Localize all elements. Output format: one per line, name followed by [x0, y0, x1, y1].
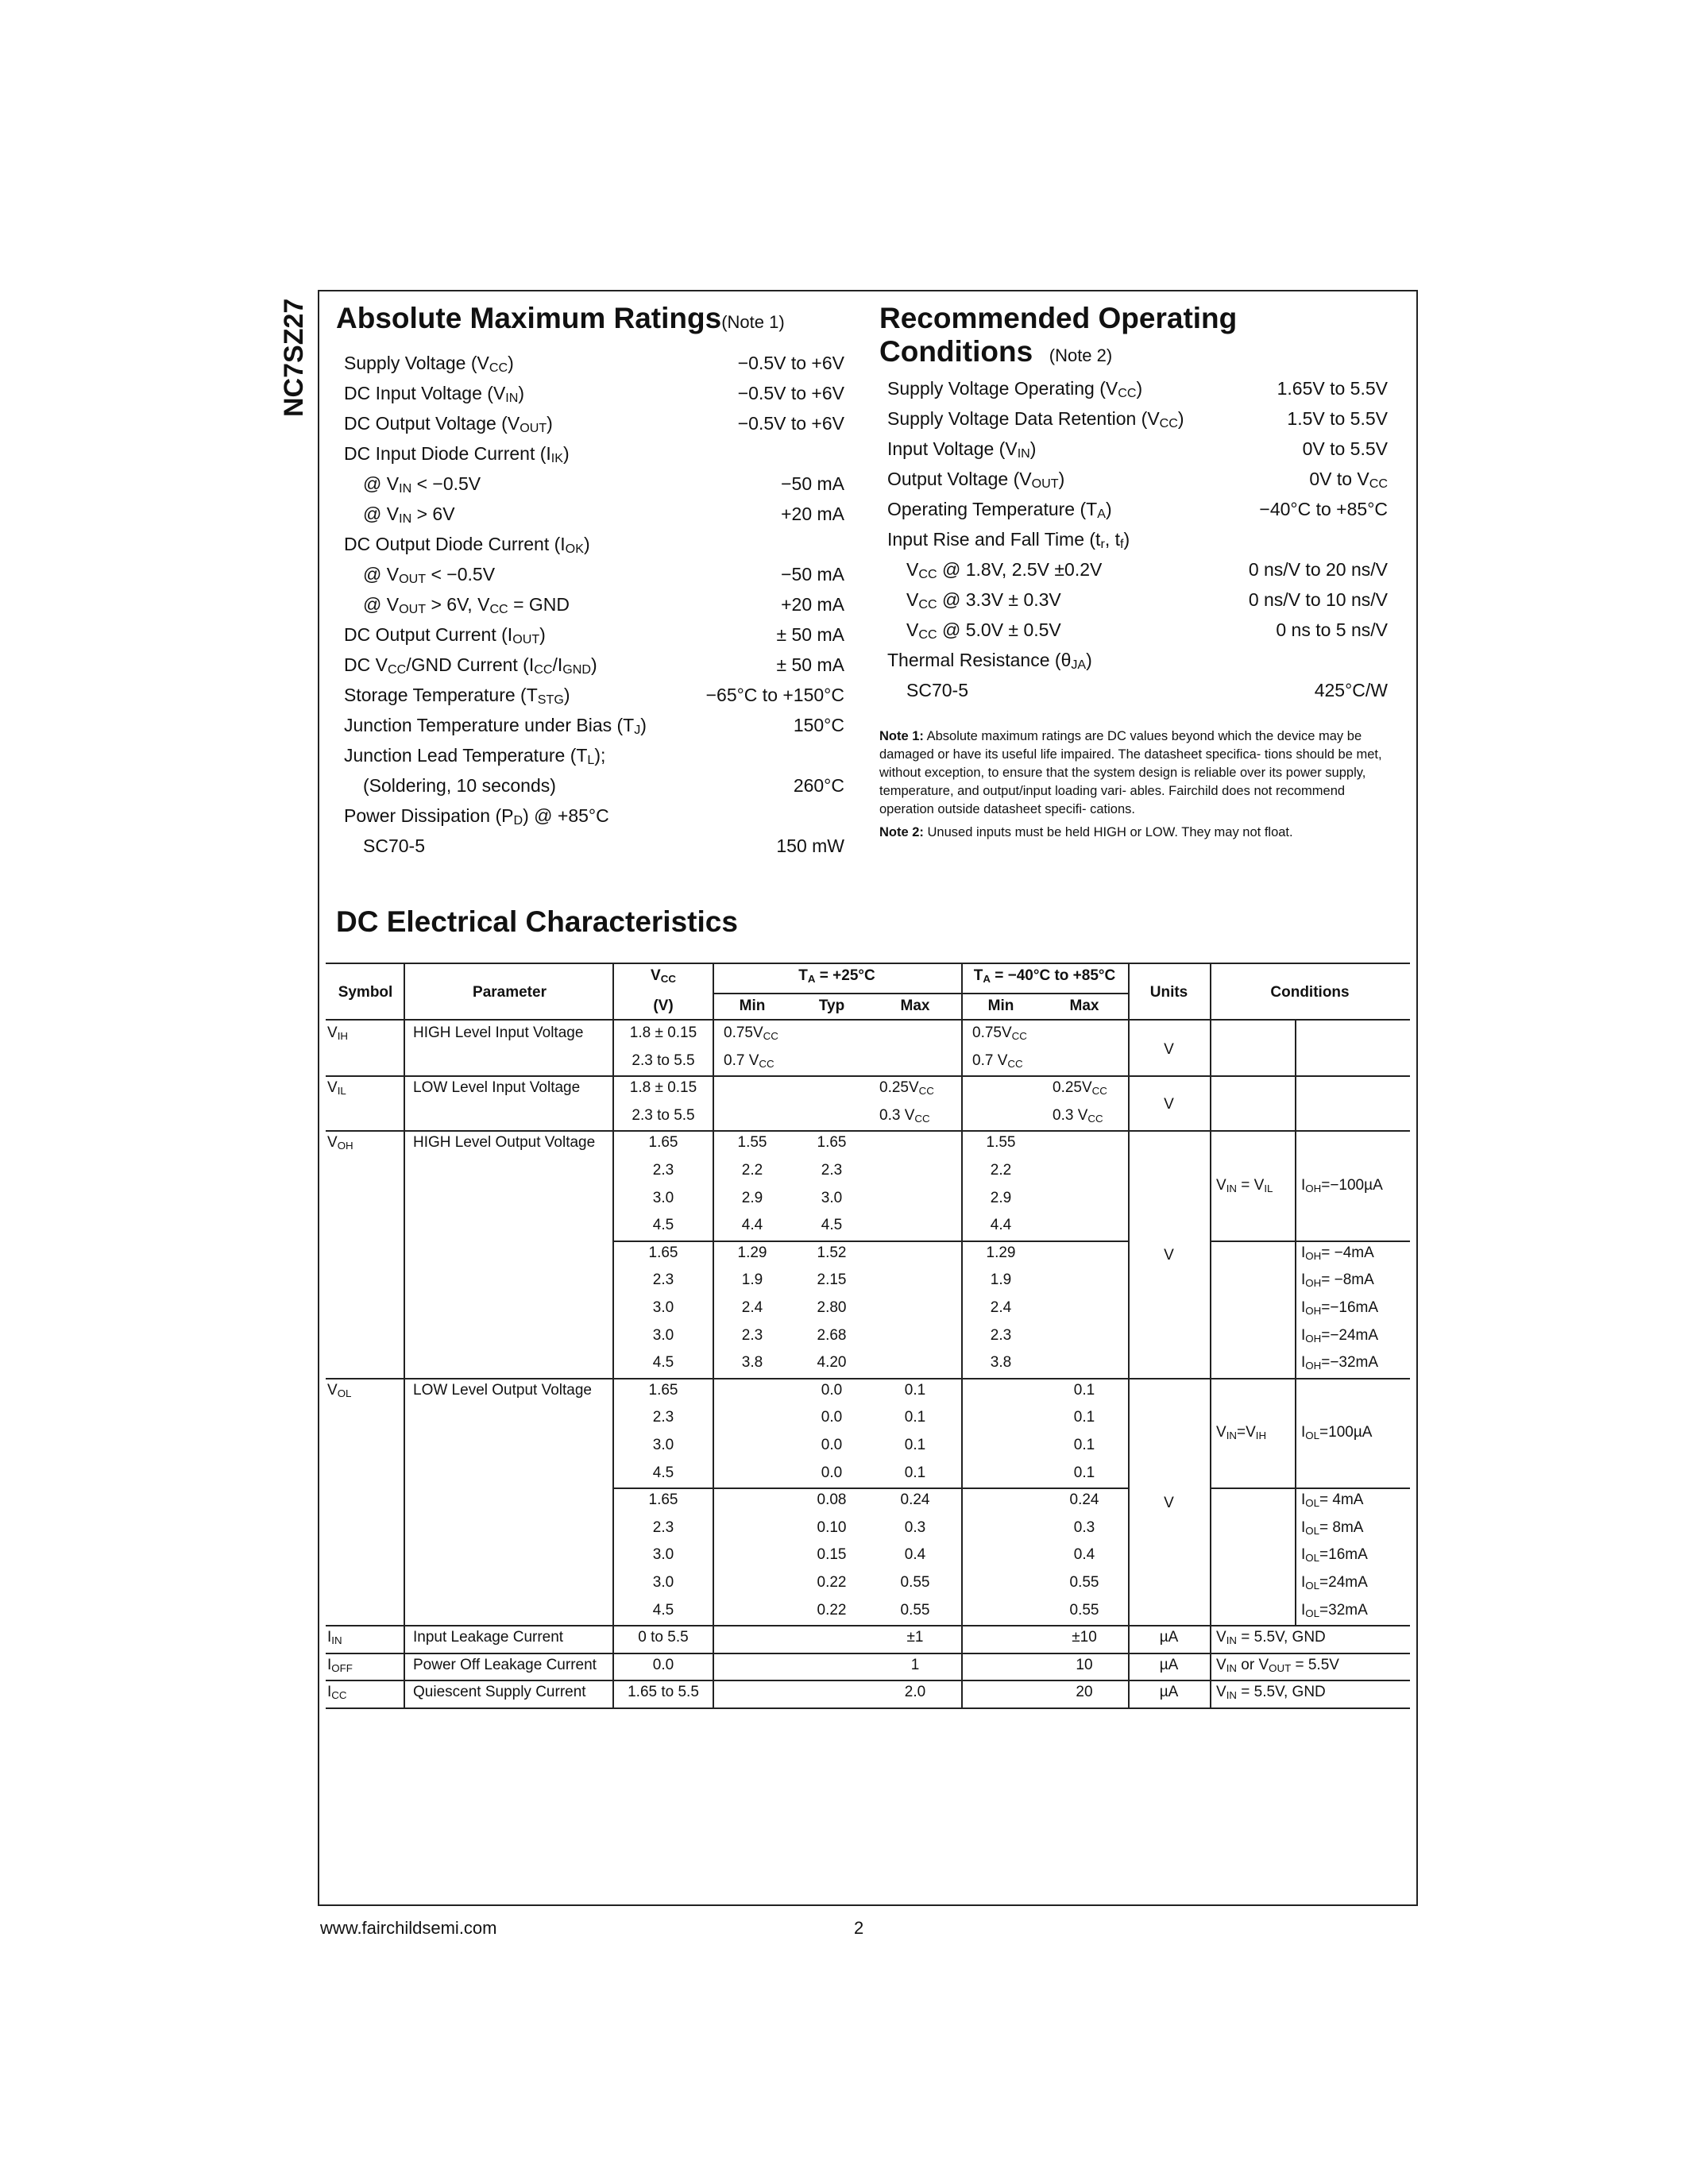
cell-typ: 1.65	[817, 1134, 847, 1152]
cell-min: $0.75V_{CC}$	[724, 1024, 778, 1042]
rec-op-value: 0V to 5.5V	[1302, 438, 1388, 459]
cell-min: 3.8	[741, 1354, 763, 1372]
abs-max-label: @ $V_{IN} < -0.5V$	[363, 473, 481, 496]
cell-min2: 2.3	[990, 1326, 1012, 1344]
abs-max-value: ± 50 mA	[776, 624, 844, 645]
table-rule	[1210, 1241, 1410, 1242]
table-col-rule	[961, 1019, 963, 1707]
rec-op-label: $V_{CC}$ @ 5.0V ± 0.5V	[906, 619, 1061, 642]
cell-units: V	[1164, 1040, 1174, 1058]
abs-max-label: Power Dissipation $(P_D)$ @ +85°C	[344, 805, 609, 828]
cell-vcc: 2.3	[652, 1162, 674, 1179]
rec-op-label: Output Voltage $(V_{OUT})$	[887, 469, 1065, 491]
cell-max2: 0.3	[1073, 1518, 1095, 1536]
table-col-rule	[1295, 1019, 1296, 1625]
abs-max-label: DC Input Diode Current $(I_{IK})$	[344, 443, 570, 465]
cell-condition-2: $I_{OL}=24mA$	[1301, 1574, 1368, 1592]
cell-parameter: Quiescent Supply Current	[413, 1684, 586, 1701]
cell-min2: 3.8	[990, 1354, 1012, 1372]
table-rule	[1210, 1488, 1410, 1489]
cell-min: 1.55	[737, 1134, 767, 1152]
cell-vcc: 3.0	[652, 1574, 674, 1591]
cell-parameter: Power Off Leakage Current	[413, 1656, 597, 1673]
abs-max-value: 150 mW	[776, 835, 844, 856]
rec-op-label: Operating Temperature $(T_A)$	[887, 499, 1112, 521]
abs-max-row	[336, 348, 844, 378]
cell-symbol: $V_{IH}$	[327, 1024, 348, 1042]
cell-max2: $0.25V_{CC}$	[1053, 1079, 1107, 1098]
cell-vcc: 3.0	[652, 1326, 674, 1344]
cell-max: 0.4	[904, 1546, 926, 1564]
header-min2: Min	[987, 997, 1014, 1014]
table-rule	[612, 1241, 1128, 1242]
abs-max-label: DC Output Voltage $(V_{OUT})$	[344, 413, 553, 435]
cell-vcc: 1.8 ± 0.15	[629, 1024, 697, 1041]
abs-max-label: Junction Temperature under Bias $(T_J)$	[344, 715, 647, 737]
rec-op-label: Input Voltage $(V_{IN})$	[887, 438, 1037, 461]
header-symbol: Symbol	[338, 984, 393, 1001]
rec-op-row	[879, 645, 1388, 675]
cell-max: 1	[910, 1656, 920, 1673]
cell-vcc: 3.0	[652, 1546, 674, 1564]
cell-symbol: $V_{OL}$	[327, 1381, 352, 1399]
cell-typ: 2.3	[821, 1162, 843, 1179]
cell-vcc: 4.5	[652, 1217, 674, 1234]
cell-min2: 2.4	[990, 1299, 1012, 1316]
rec-op-label: SC70-5	[906, 680, 968, 700]
abs-max-value: −0.5V to +6V	[737, 353, 844, 373]
cell-min2: 1.55	[986, 1134, 1016, 1152]
cell-min2: 2.2	[990, 1162, 1012, 1179]
rec-op-label: Supply Voltage Data Retention $(V_{CC})$	[887, 408, 1184, 430]
cell-condition-2: $I_{OL}=32mA$	[1301, 1601, 1368, 1619]
cell-min: 1.29	[737, 1244, 767, 1261]
cell-units: V	[1164, 1095, 1174, 1113]
abs-max-label: Junction Lead Temperature $(T_L)$;	[344, 745, 606, 767]
abs-max-row	[336, 831, 844, 861]
cell-max2: 0.24	[1069, 1491, 1099, 1509]
table-rule	[612, 1488, 1128, 1489]
cell-max: 0.1	[904, 1437, 926, 1453]
cell-vcc: 4.5	[652, 1354, 674, 1372]
cell-vcc: 2.3	[652, 1518, 674, 1536]
cell-min2: 4.4	[990, 1217, 1012, 1234]
abs-max-section	[336, 302, 844, 861]
cell-condition: $V_{IN} = 5.5V$, GND	[1216, 1684, 1326, 1702]
cell-min: 0.7 $V_{CC}$	[724, 1051, 774, 1070]
cell-min2: $0.75V_{CC}$	[972, 1024, 1027, 1042]
abs-max-row	[336, 499, 844, 529]
cell-max2: 0.1	[1073, 1464, 1095, 1481]
cell-vcc: 3.0	[652, 1437, 674, 1453]
notes	[879, 727, 1388, 842]
table-col-rule	[612, 1019, 614, 1707]
page-number: 2	[854, 1918, 864, 1938]
cell-parameter: Input Leakage Current	[413, 1629, 564, 1646]
cell-units: µA	[1159, 1656, 1179, 1673]
abs-max-row	[336, 378, 844, 408]
table-rule	[326, 1019, 1410, 1021]
cell-max: 0.24	[900, 1491, 930, 1509]
abs-max-row	[336, 559, 844, 589]
abs-max-row	[336, 469, 844, 499]
abs-max-label: SC70-5	[363, 835, 425, 856]
rec-op-label: Supply Voltage Operating $(V_{CC})$	[887, 378, 1143, 400]
side-title-text: NC7SZ27	[279, 298, 309, 417]
abs-max-title: Absolute Maximum Ratings(Note 1)	[336, 302, 785, 334]
cell-min: 2.4	[741, 1299, 763, 1316]
abs-max-row	[336, 801, 844, 831]
abs-max-label: Supply Voltage $(V_{CC})$	[344, 353, 514, 375]
abs-max-label: DC Input Voltage $(V_{IN})$	[344, 383, 525, 405]
cell-vcc: 3.0	[652, 1189, 674, 1206]
abs-max-value: ± 50 mA	[776, 654, 844, 675]
cell-max: 0.55	[900, 1601, 930, 1619]
table-col-rule	[713, 1019, 714, 1707]
cell-max2: 0.1	[1073, 1409, 1095, 1426]
cell-vcc: 2.3	[652, 1409, 674, 1426]
cell-vcc: 0.0	[652, 1656, 674, 1673]
header-max2: Max	[1069, 997, 1099, 1014]
table-rule	[326, 1130, 1410, 1132]
rec-op-label: $V_{CC}$ @ 3.3V ± 0.3V	[906, 589, 1061, 612]
cell-max2: 10	[1076, 1656, 1093, 1673]
cell-vcc: 4.5	[652, 1464, 674, 1481]
header-typ: Typ	[818, 997, 845, 1014]
cell-min2: 2.9	[990, 1189, 1012, 1206]
cell-condition-2: $I_{OH}= -4mA$	[1301, 1244, 1374, 1262]
abs-max-row	[336, 680, 844, 710]
cell-typ: 0.0	[821, 1464, 843, 1481]
abs-max-row	[336, 770, 844, 801]
cell-symbol: $I_{CC}$	[327, 1684, 347, 1702]
rec-op-title: Recommended Operating Conditions (Note 2)	[879, 302, 1238, 368]
cell-condition-2: $I_{OH}=-16mA$	[1301, 1299, 1379, 1317]
table-col-rule	[1128, 1019, 1130, 1707]
table-col-rule	[1210, 1019, 1211, 1707]
abs-max-row	[336, 529, 844, 559]
cell-vcc: 3.0	[652, 1299, 674, 1316]
cell-units: µA	[1159, 1629, 1179, 1646]
rec-op-label: Thermal Resistance $(\theta_{JA})$	[887, 650, 1092, 672]
cell-typ: 4.20	[817, 1354, 847, 1372]
cell-parameter: HIGH Level Input Voltage	[413, 1024, 584, 1041]
abs-max-row	[336, 438, 844, 469]
table-rule	[326, 1707, 1410, 1709]
cell-max: 0.1	[904, 1409, 926, 1426]
cell-vcc: 4.5	[652, 1601, 674, 1619]
cell-max2: 0.1	[1073, 1381, 1095, 1399]
cell-max2: 0.3 $V_{CC}$	[1053, 1106, 1103, 1125]
rec-op-row	[879, 494, 1388, 524]
cell-condition-2: $I_{OH}= -8mA$	[1301, 1271, 1374, 1290]
rec-op-value: 1.65V to 5.5V	[1277, 378, 1388, 399]
cell-typ: 3.0	[821, 1189, 843, 1206]
cell-vcc: 1.65	[648, 1491, 678, 1509]
cell-min: 1.9	[741, 1271, 763, 1289]
table-col-rule	[612, 963, 614, 1019]
abs-max-label: @ $V_{OUT} < -0.5V$	[363, 564, 496, 586]
cell-max: ±1	[906, 1629, 924, 1646]
abs-max-value: −0.5V to +6V	[737, 383, 844, 403]
cell-min2: 1.29	[986, 1244, 1016, 1261]
cell-typ: 2.80	[817, 1299, 847, 1316]
cell-condition-2: $I_{OL}= 8mA$	[1301, 1518, 1364, 1537]
cell-typ: 0.0	[821, 1381, 843, 1399]
cell-vcc: 1.65	[648, 1381, 678, 1399]
rec-op-value: −40°C to +85°C	[1259, 499, 1388, 519]
cell-max2: ±10	[1072, 1629, 1097, 1646]
cell-condition: $V_{IN} = V_{IL}$	[1216, 1176, 1273, 1194]
cell-parameter: LOW Level Input Voltage	[413, 1079, 581, 1097]
rec-op-value: 425°C/W	[1314, 680, 1388, 700]
cell-condition: $V_{IN} = 5.5V$, GND	[1216, 1629, 1326, 1647]
abs-max-value: +20 mA	[781, 594, 844, 615]
abs-max-list	[336, 348, 844, 861]
rec-op-value: 0V to $V_{CC}$	[1309, 469, 1388, 491]
abs-max-value: −0.5V to +6V	[737, 413, 844, 434]
cell-condition: $V_{IN}=V_{IH}$	[1216, 1424, 1267, 1441]
abs-max-row	[336, 650, 844, 680]
header-units: Units	[1149, 984, 1188, 1001]
abs-max-value: 150°C	[793, 715, 844, 735]
rec-op-row	[879, 464, 1388, 494]
cell-typ: 0.22	[817, 1574, 847, 1591]
rec-op-label: $V_{CC}$ @ 1.8V, 2.5V ±0.2V	[906, 559, 1103, 581]
rec-op-value: 0 ns/V to 20 ns/V	[1248, 559, 1388, 580]
cell-vcc: 0 to 5.5	[638, 1629, 689, 1646]
cell-vcc: 2.3 to 5.5	[632, 1106, 695, 1124]
abs-max-label: DC Output Current $(I_{OUT})$	[344, 624, 546, 646]
cell-symbol: $V_{OH}$	[327, 1134, 353, 1152]
note-1: Note 1: Absolute maximum ratings are DC values beyond which the device may be damaged or have its useful life impaired. The datasheet specifica- tions should be met, without exception, to ensure that the system design is reliable over its power supply, temperature, and output/input loading vari- ables. Fairchild does not recommend operation outside datasheet specifi- cations.	[879, 729, 1382, 816]
cell-max: 0.3	[904, 1518, 926, 1536]
cell-max: $0.25V_{CC}$	[879, 1079, 934, 1098]
cell-vcc: 1.65	[648, 1244, 678, 1261]
header-min: Min	[739, 997, 766, 1014]
cell-condition-2: $I_{OH}=-100\mu A$	[1301, 1176, 1383, 1194]
cell-max: 2.0	[904, 1684, 926, 1701]
table-rule	[326, 1653, 1410, 1654]
rec-op-row	[879, 585, 1388, 615]
cell-parameter: LOW Level Output Voltage	[413, 1381, 592, 1399]
cell-vcc: 1.8 ± 0.15	[629, 1079, 697, 1097]
table-rule	[326, 1680, 1410, 1681]
note-2: Note 2: Unused inputs must be held HIGH or LOW. They may not float.	[879, 825, 1293, 839]
dc-title: DC Electrical Characteristics	[336, 905, 738, 938]
cell-min2: 1.9	[990, 1271, 1012, 1289]
header-conditions: Conditions	[1270, 984, 1350, 1001]
abs-max-value: −50 mA	[781, 473, 844, 494]
cell-min: 2.9	[741, 1189, 763, 1206]
abs-max-row	[336, 740, 844, 770]
header-max: Max	[900, 997, 930, 1014]
cell-typ: 4.5	[821, 1217, 843, 1234]
header-vcc: $V_{CC}$	[651, 967, 676, 985]
table-rule	[326, 1625, 1410, 1626]
table-rule	[326, 1378, 1410, 1379]
cell-typ: 2.68	[817, 1326, 847, 1344]
cell-min: 4.4	[741, 1217, 763, 1234]
abs-max-label: (Soldering, 10 seconds)	[363, 775, 556, 796]
rec-op-value: 1.5V to 5.5V	[1287, 408, 1388, 429]
cell-units: V	[1164, 1247, 1174, 1264]
cell-max2: 0.1	[1073, 1437, 1095, 1453]
cell-vcc: 1.65 to 5.5	[628, 1684, 699, 1701]
cell-condition-2: $I_{OL}= 4mA$	[1301, 1491, 1364, 1510]
header-ta-ext: $T_A = -40^\circ C$ to +85°C	[973, 967, 1116, 985]
cell-condition-2: $I_{OH}=-32mA$	[1301, 1354, 1379, 1372]
abs-max-value: +20 mA	[781, 504, 844, 524]
cell-typ: 0.0	[821, 1409, 843, 1426]
cell-typ: 0.22	[817, 1601, 847, 1619]
cell-vcc: 2.3 to 5.5	[632, 1051, 695, 1069]
cell-units: µA	[1159, 1684, 1179, 1701]
rec-op-row	[879, 373, 1388, 403]
cell-condition: $V_{IN}$ or $V_{OUT} = 5.5V$	[1216, 1656, 1339, 1674]
rec-op-row	[879, 675, 1388, 705]
table-col-rule	[404, 963, 405, 1019]
abs-max-value: −50 mA	[781, 564, 844, 585]
table-col-rule	[1128, 963, 1130, 1019]
rec-op-list	[879, 373, 1388, 705]
header-ta25: $T_A = +25^\circ C$	[798, 967, 875, 985]
table-rule	[326, 963, 1410, 964]
cell-max: 0.1	[904, 1464, 926, 1481]
abs-max-label: DC Output Diode Current $(I_{OK})$	[344, 534, 590, 556]
header-vcc-unit: (V)	[653, 997, 674, 1014]
cell-max2: 0.55	[1069, 1574, 1099, 1591]
rec-op-section	[879, 302, 1388, 842]
cell-max: 0.1	[904, 1381, 926, 1399]
abs-max-label: @ $V_{IN} > 6V$	[363, 504, 455, 526]
table-col-rule	[1210, 963, 1211, 1019]
rec-op-value: 0 ns/V to 10 ns/V	[1248, 589, 1388, 610]
footer-url[interactable]: www.fairchildsemi.com	[320, 1918, 497, 1938]
cell-condition-2: $I_{OL}=100\mu A$	[1301, 1424, 1373, 1441]
table-col-rule	[713, 963, 714, 1019]
cell-typ: 2.15	[817, 1271, 847, 1289]
cell-condition-2: $I_{OH}=-24mA$	[1301, 1326, 1379, 1345]
cell-units: V	[1164, 1494, 1174, 1511]
rec-op-row	[879, 434, 1388, 464]
rec-op-row	[879, 524, 1388, 554]
cell-min: 2.3	[741, 1326, 763, 1344]
cell-typ: 0.08	[817, 1491, 847, 1509]
cell-max2: 0.4	[1073, 1546, 1095, 1564]
cell-vcc: 1.65	[648, 1134, 678, 1152]
abs-max-row	[336, 408, 844, 438]
cell-typ: 0.0	[821, 1437, 843, 1453]
abs-max-value: 260°C	[793, 775, 844, 796]
cell-max2: 0.55	[1069, 1601, 1099, 1619]
cell-symbol: $I_{OFF}$	[327, 1656, 353, 1674]
abs-max-value: −65°C to +150°C	[705, 685, 844, 705]
cell-max: 0.3 $V_{CC}$	[879, 1106, 930, 1125]
cell-vcc: 2.3	[652, 1271, 674, 1289]
cell-typ: 0.15	[817, 1546, 847, 1564]
abs-max-row	[336, 619, 844, 650]
abs-max-label: @ $V_{OUT} > 6V$, $V_{CC}$ = GND	[363, 594, 570, 616]
cell-typ: 0.10	[817, 1518, 847, 1536]
cell-symbol: $V_{IL}$	[327, 1079, 346, 1098]
rec-op-row	[879, 615, 1388, 645]
cell-max2: 20	[1076, 1684, 1093, 1701]
abs-max-row	[336, 589, 844, 619]
abs-max-row	[336, 710, 844, 740]
side-title	[270, 290, 318, 417]
abs-max-label: DC $V_{CC}$/GND Current $(I_{CC}/I_{GND})$	[344, 654, 597, 677]
table-col-rule	[404, 1019, 405, 1707]
header-parameter: Parameter	[473, 984, 547, 1001]
rec-op-label: Input Rise and Fall Time ($t_r$, $t_f$)	[887, 529, 1130, 551]
rec-op-value: 0 ns to 5 ns/V	[1276, 619, 1388, 640]
cell-symbol: $I_{IN}$	[327, 1629, 342, 1647]
cell-typ: 1.52	[817, 1244, 847, 1261]
table-col-rule	[961, 963, 963, 1019]
cell-condition-2: $I_{OL}=16mA$	[1301, 1546, 1368, 1565]
rec-op-row	[879, 403, 1388, 434]
cell-min: 2.2	[741, 1162, 763, 1179]
cell-parameter: HIGH Level Output Voltage	[413, 1134, 596, 1152]
table-rule	[326, 1075, 1410, 1077]
cell-min2: 0.7 $V_{CC}$	[972, 1051, 1023, 1070]
rec-op-row	[879, 554, 1388, 585]
abs-max-label: Storage Temperature $(T_{STG})$	[344, 685, 570, 707]
table-rule	[713, 993, 1128, 994]
cell-max: 0.55	[900, 1574, 930, 1591]
